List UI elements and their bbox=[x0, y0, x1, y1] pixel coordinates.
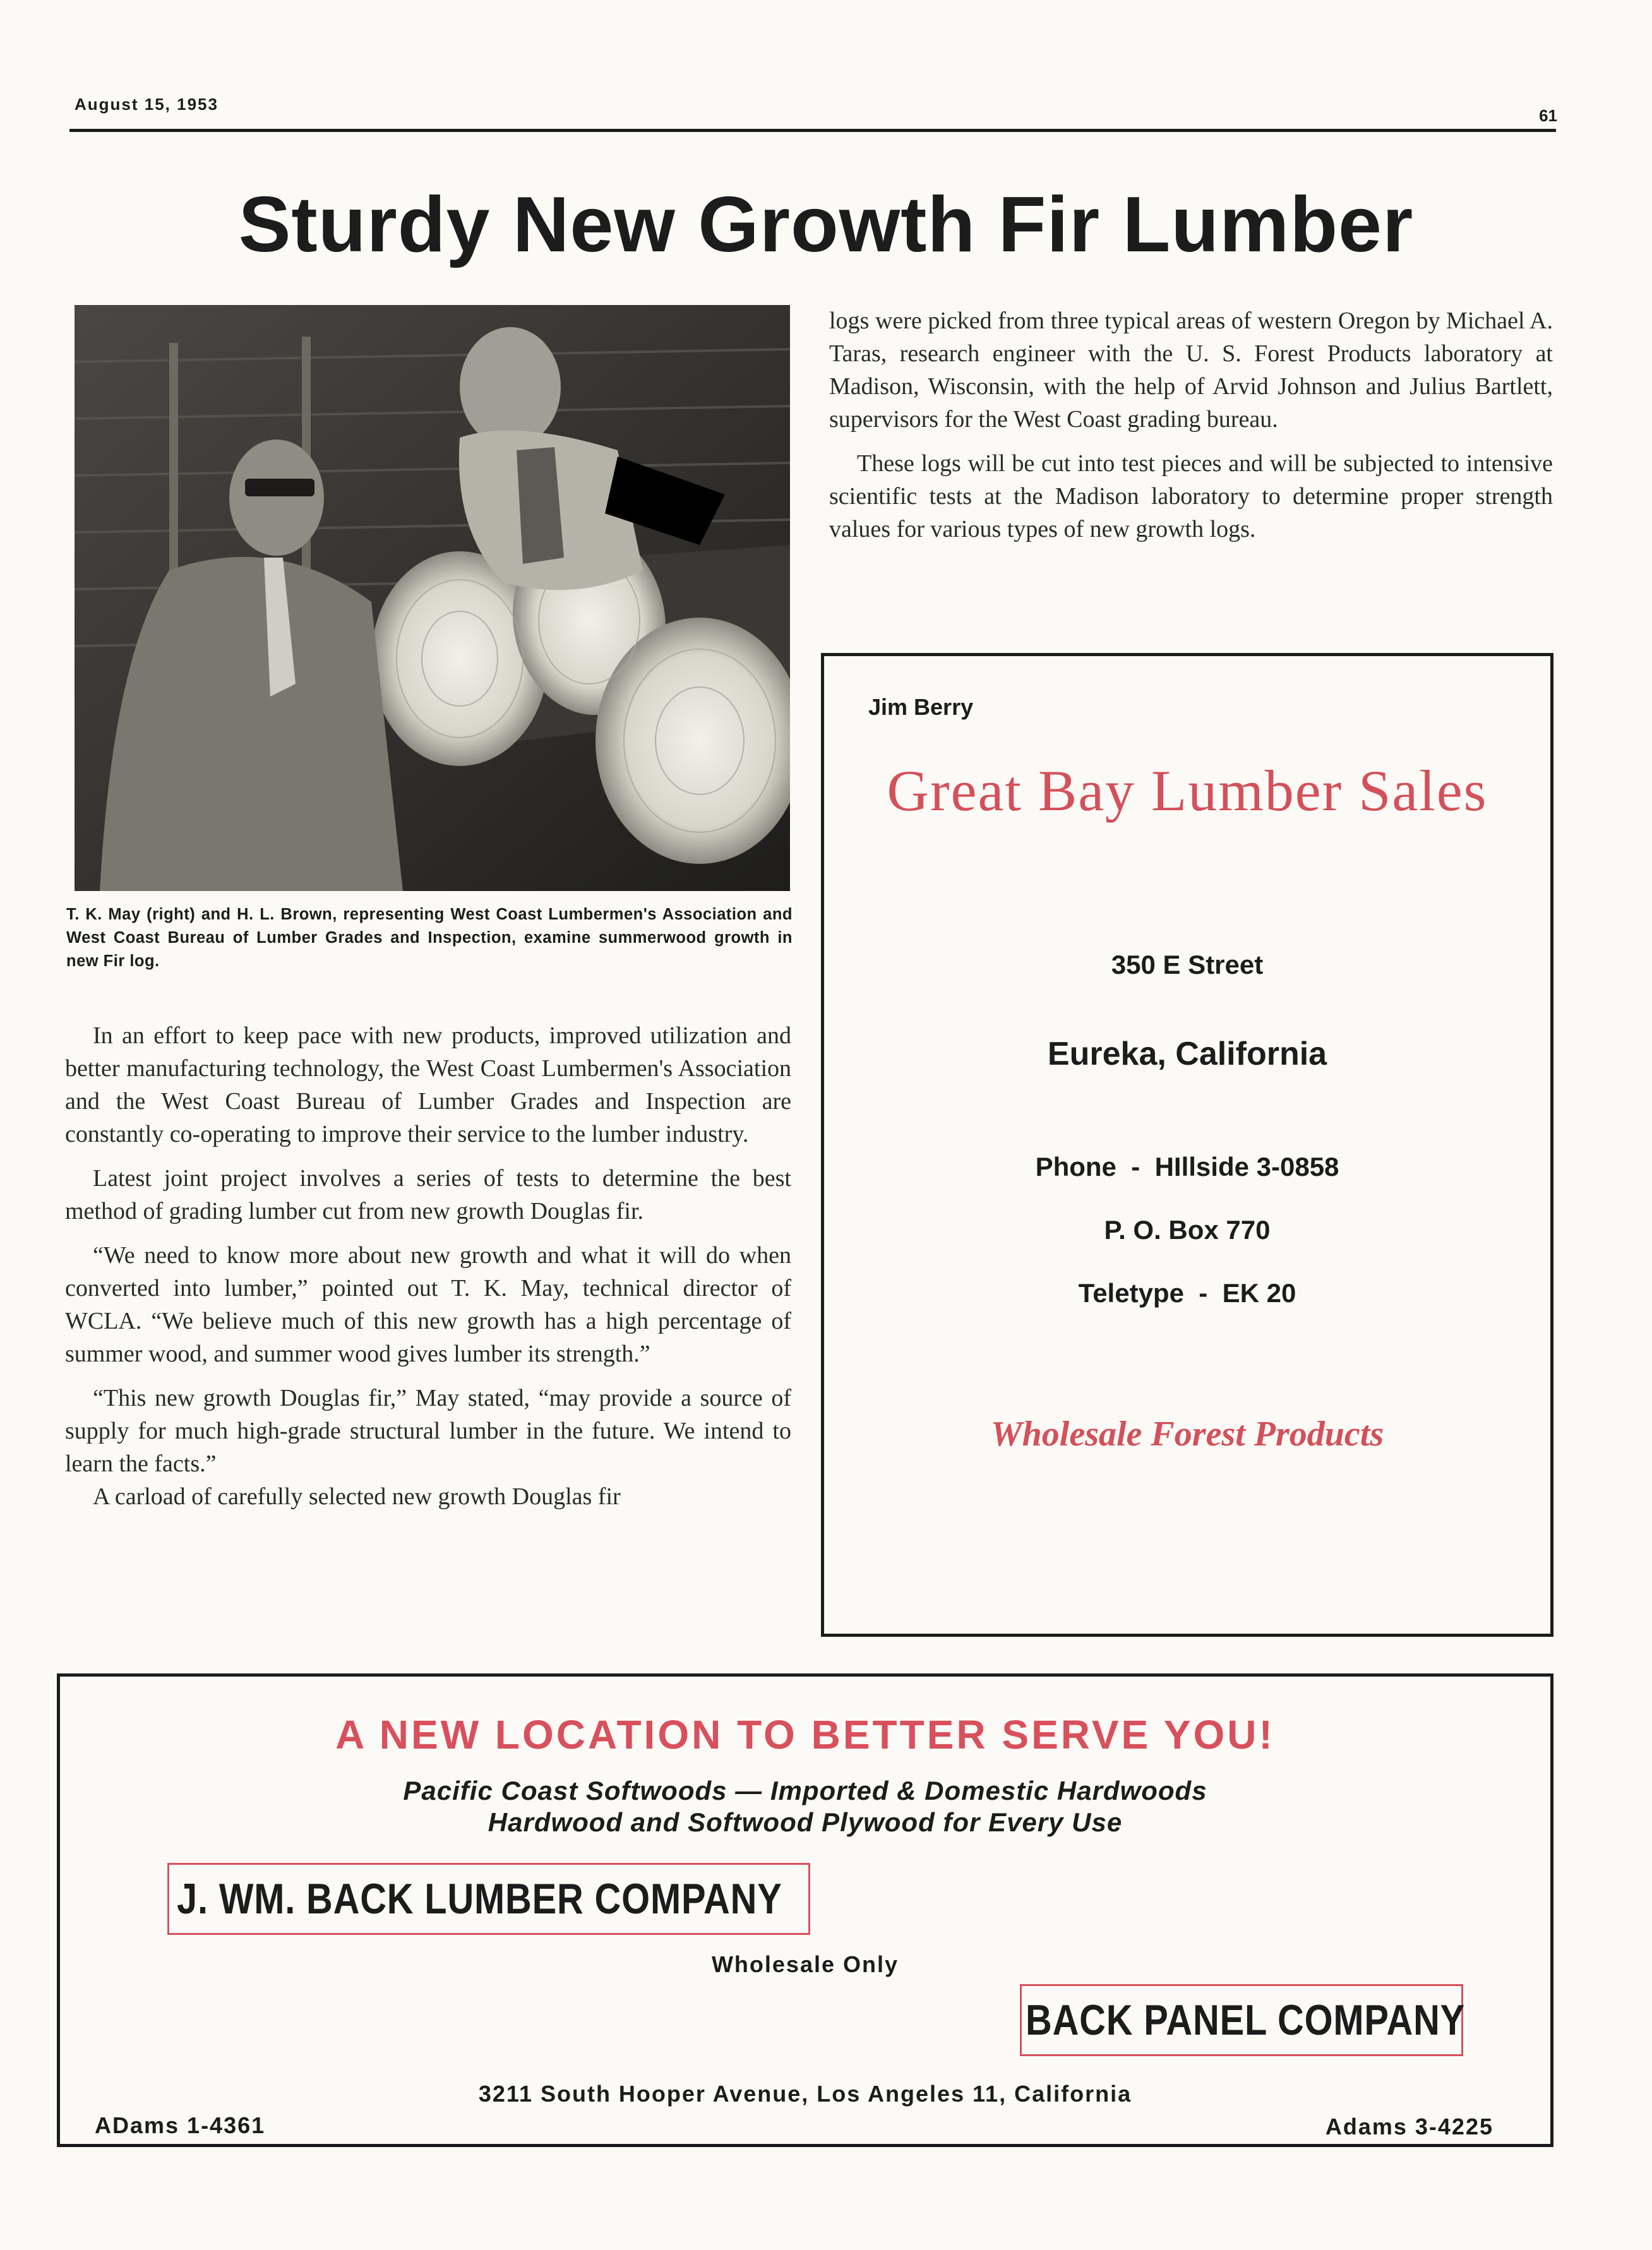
article-paragraph: A carload of carefully selected new growth Douglas fir bbox=[93, 1483, 621, 1510]
issue-date: August 15, 1953 bbox=[75, 95, 218, 114]
ad-company-name: Great Bay Lumber Sales bbox=[887, 758, 1488, 823]
article-column-right bbox=[829, 304, 1553, 557]
header-rule bbox=[69, 129, 1556, 132]
company-name: J. WM. BACK LUMBER COMPANY bbox=[177, 1875, 782, 1923]
article-headline: Sturdy New Growth Fir Lumber bbox=[238, 181, 1414, 268]
ad-phone-left: ADams 1-4361 bbox=[95, 2112, 266, 2138]
back-lumber-ad bbox=[57, 1673, 1553, 2147]
ad-phone-right: Adams 3-4225 bbox=[1325, 2114, 1493, 2139]
ad-phone: Phone - HIllside 3-0858 bbox=[1035, 1152, 1339, 1182]
ad-contact-name: Jim Berry bbox=[868, 694, 974, 720]
ad-tagline: Hardwood and Softwood Plywood for Every Use bbox=[488, 1807, 1123, 1837]
ad-headline: A NEW LOCATION TO BETTER SERVE YOU! bbox=[335, 1712, 1275, 1757]
ad-tagline: Pacific Coast Softwoods — Imported & Domestic Hardwoods bbox=[403, 1776, 1207, 1805]
ad-slogan: Wholesale Forest Products bbox=[990, 1415, 1384, 1454]
ad-teletype: Teletype - EK 20 bbox=[1078, 1278, 1296, 1308]
ad-city: Eureka, California bbox=[1047, 1036, 1327, 1072]
ad-street: 350 E Street bbox=[1111, 950, 1264, 979]
ad-po-box: P. O. Box 770 bbox=[1104, 1215, 1271, 1245]
company-name: BACK PANEL COMPANY bbox=[1026, 1996, 1466, 2044]
photo-illustration bbox=[75, 305, 790, 891]
article-paragraph: These logs will be cut into test pieces and will be subjected to intensive scientific tests at the Madison laboratory to determine proper strength values for various types of new growth logs. bbox=[829, 450, 1553, 542]
page-number: 61 bbox=[1539, 106, 1557, 125]
ad-address: 3211 South Hooper Avenue, Los Angeles 11, California bbox=[478, 2081, 1132, 2107]
article-photo bbox=[75, 305, 790, 891]
company-box bbox=[1020, 1984, 1466, 2056]
article-paragraph: “We need to know more about new growth and what it will do when converted into lumber,” pointed out T. K. May, technical director of WCLA. “We believe much of this new growth has a high percentage of summer wood, and summer wood gives lumber its strength.” bbox=[65, 1242, 791, 1367]
photo-caption: T. K. May (right) and H. L. Brown, representing West Coast Lumbermen's Association and West Coast Bureau of Lumber Grades and Inspection, examine summerwood growth in new Fir log. bbox=[66, 906, 793, 970]
article-column-left bbox=[65, 1019, 791, 1524]
article-paragraph: “This new growth Douglas fir,” May stated, “may provide a source of supply for much high-grade structural lumber in the future. We intend to learn the facts.” bbox=[65, 1385, 791, 1477]
article-paragraph: logs were picked from three typical areas of western Oregon by Michael A. Taras, research engineer with the U. S. Forest Products laboratory at Madison, Wisconsin, with the help of Arvid Johnson and Julius Bartlett, supervisors for the West Coast grading bureau. bbox=[829, 308, 1553, 433]
article-paragraph: Latest joint project involves a series of tests to determine the best method of grading lumber cut from new growth Douglas fir. bbox=[65, 1165, 791, 1224]
company-box bbox=[167, 1863, 810, 1935]
great-bay-ad bbox=[821, 653, 1553, 1637]
article-paragraph: In an effort to keep pace with new products, improved utilization and better manufacturing technology, the West Coast Lumbermen's Association and the West Coast Bureau of Lumber Grades and Inspection are constantly co-operating to improve their service to the lumber industry. bbox=[65, 1022, 791, 1147]
wholesale-note: Wholesale Only bbox=[711, 1951, 899, 1977]
